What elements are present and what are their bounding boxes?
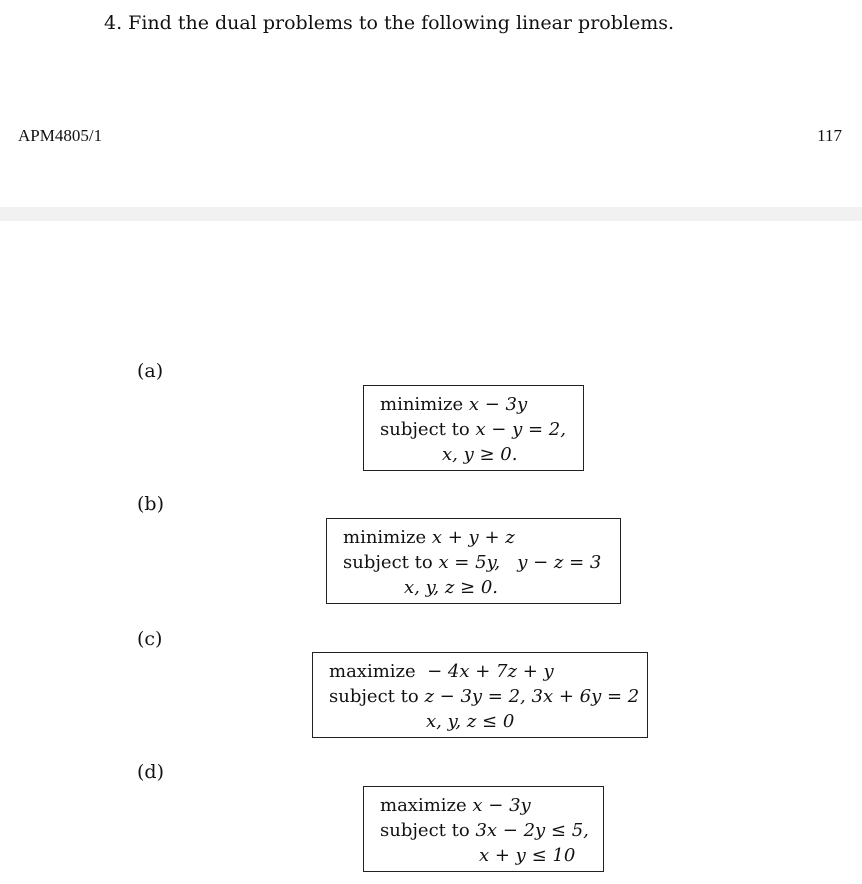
constraint-keyword: subject to (380, 419, 470, 440)
page-number: 117 (817, 126, 842, 145)
constraint-line (364, 417, 583, 442)
objective-line (327, 525, 620, 550)
objective-line (364, 793, 603, 818)
problem-box-d (363, 786, 604, 872)
constraint-line (364, 818, 603, 843)
constraint-expression: x − y = 2, (475, 419, 566, 440)
page-break-divider (0, 207, 862, 221)
objective-expression: − 4x + 7z + y (421, 661, 554, 682)
constraint-keyword: subject to (380, 820, 470, 841)
objective-keyword: maximize (380, 795, 467, 816)
part-label-d: (d) (137, 761, 164, 783)
problem-box-c (312, 652, 648, 738)
objective-line (364, 392, 583, 417)
problem-box-a (363, 385, 584, 471)
objective-expression: x − 3y (468, 394, 528, 415)
constraint-expression: z − 3y = 2, 3x + 6y = 2 (424, 686, 640, 707)
constraint-expression: 3x − 2y ≤ 5, (475, 820, 589, 841)
objective-keyword: maximize (329, 661, 416, 682)
constraint-expression: x = 5y, y − z = 3 (438, 552, 602, 573)
question-text: 4. Find the dual problems to the following linear problems. (104, 12, 675, 34)
constraint-line (313, 684, 647, 709)
bounds-line: x, y ≥ 0. (442, 444, 518, 465)
part-label-b: (b) (137, 493, 164, 515)
objective-line (313, 659, 647, 684)
bounds-line: x, y, z ≥ 0. (404, 577, 498, 598)
bounds-line: x, y, z ≤ 0 (426, 711, 515, 732)
constraint-keyword: subject to (329, 686, 419, 707)
part-label-c: (c) (137, 628, 163, 650)
objective-expression: x + y + z (431, 527, 515, 548)
constraint-line (327, 550, 620, 575)
bounds-line: x + y ≤ 10 (479, 845, 576, 866)
problem-box-b (326, 518, 621, 604)
objective-expression: x − 3y (472, 795, 531, 816)
objective-keyword: minimize (343, 527, 427, 548)
part-label-a: (a) (137, 360, 164, 382)
course-code: APM4805/1 (18, 126, 103, 145)
objective-keyword: minimize (380, 394, 464, 415)
constraint-keyword: subject to (343, 552, 433, 573)
